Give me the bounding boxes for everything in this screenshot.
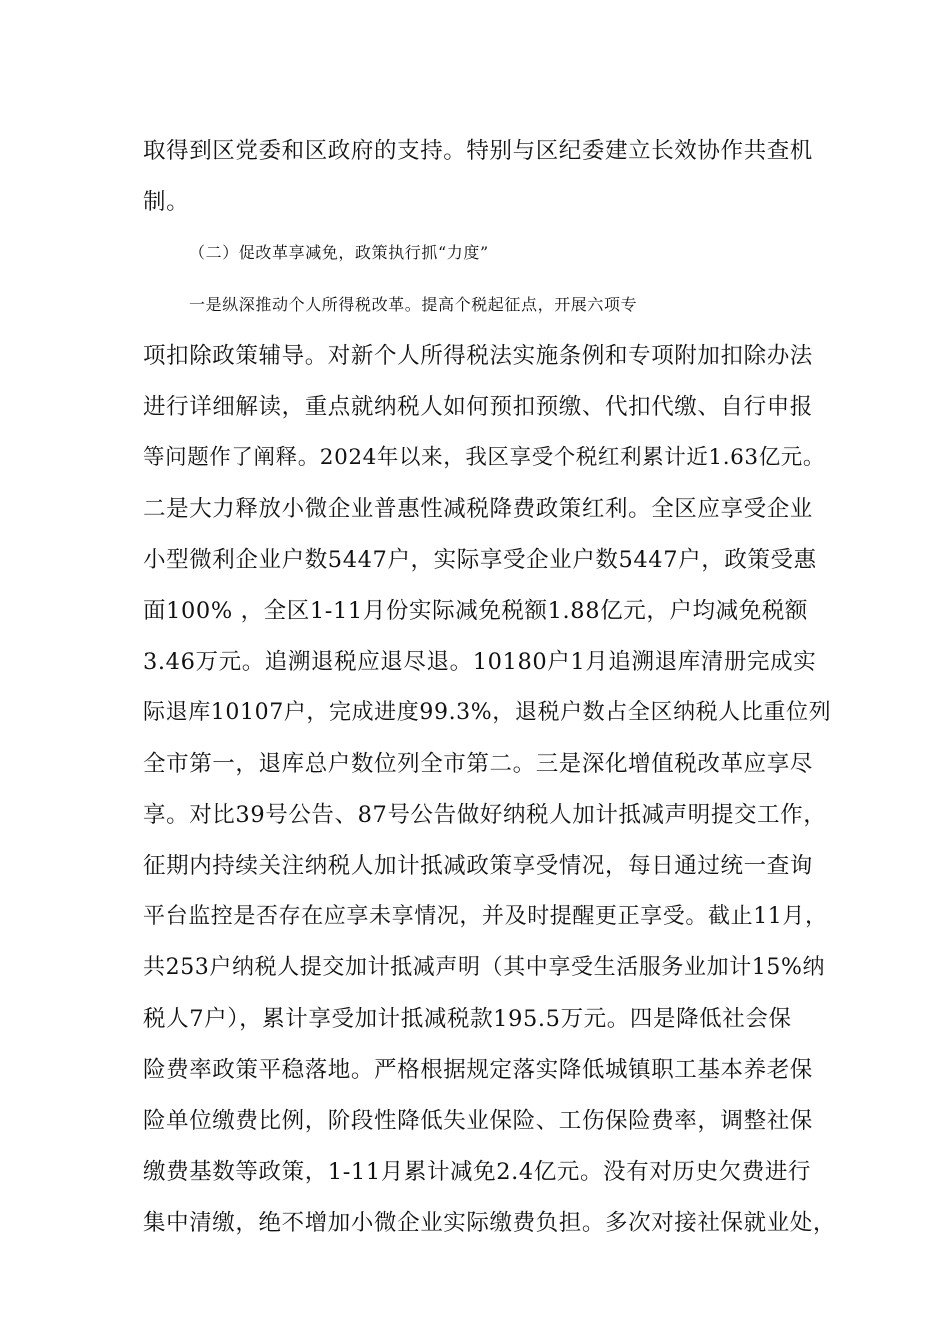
text-line: 进行详细解读，重点就纳税人如何预扣预缴、代扣代缴、自行申报: [143, 394, 813, 420]
text-line: 险单位缴费比例，阶段性降低失业保险、工伤保险费率，调整社保: [143, 1108, 813, 1134]
text-line: 享。对比39号公告、87号公告做好纳税人加计抵减声明提交工作，: [143, 802, 827, 828]
text-line: 取得到区党委和区政府的支持。特别与区纪委建立长效协作共查机: [143, 138, 813, 164]
text-line: 面100% ，全区1-11月份实际减免税额1.88亿元，户均减免税额: [143, 598, 809, 624]
text-line: 集中清缴，绝不增加小微企业实际缴费负担。多次对接社保就业处，: [143, 1210, 837, 1236]
text-line: 际退库10107户，完成进度99.3%，退税户数占全区纳税人比重位列: [143, 700, 832, 725]
text-line: 险费率政策平稳落地。严格根据规定落实降低城镇职工基本养老保: [143, 1057, 813, 1083]
text-line: 等问题作了阐释。2024年以来，我区享受个税红利累计近1.63亿元。: [143, 445, 825, 470]
text-line: 制。: [143, 189, 190, 215]
text-line: 平台监控是否存在应享未享情况，并及时提醒更正享受。截止11月，: [143, 904, 828, 929]
text-line: 一是纵深推动个人所得税改革。提高个税起征点，开展六项专: [189, 295, 638, 314]
text-line: 二是大力释放小微企业普惠性减税降费政策红利。全区应享受企业: [143, 496, 813, 522]
text-line: 共253户纳税人提交加计抵减声明（其中享受生活服务业加计15%纳: [143, 955, 826, 980]
text-line: 征期内持续关注纳税人加计抵减政策享受情况，每日通过统一查询: [143, 853, 813, 879]
text-line: 全市第一，退库总户数位列全市第二。三是深化增值税改革应享尽: [143, 751, 813, 777]
text-line: 3.46万元。追溯退税应退尽退。10180户1月追溯退库清册完成实: [143, 649, 817, 675]
text-line: 税人7户），累计享受加计抵减税款195.5万元。四是降低社会保: [143, 1006, 792, 1032]
text-line: 项扣除政策辅导。对新个人所得税法实施条例和专项附加扣除办法: [143, 343, 813, 369]
text-line: 小型微利企业户数5447户，实际享受企业户数5447户，政策受惠: [143, 547, 817, 573]
text-line: 缴费基数等政策，1-11月累计减免2.4亿元。没有对历史欠费进行: [143, 1159, 812, 1185]
section-heading: （二）促改革享减免，政策执行抓“力度”: [189, 243, 489, 262]
